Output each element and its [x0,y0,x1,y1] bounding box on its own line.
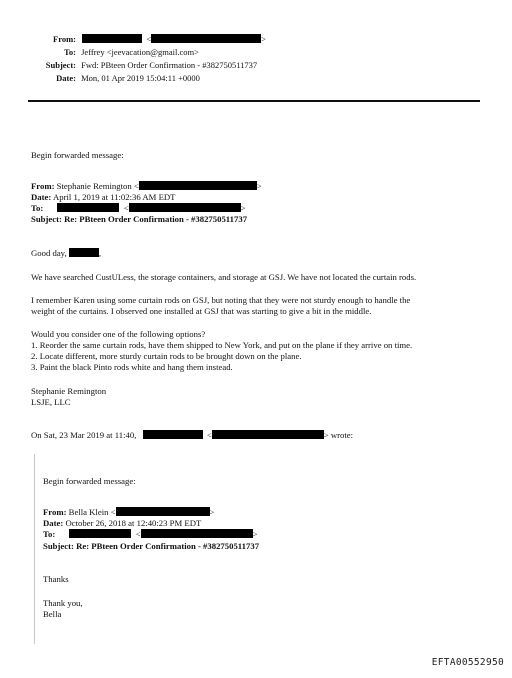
redaction [143,430,203,439]
redaction [139,181,257,190]
reply-prefix: On Sat, 23 Mar 2019 at 11:40, [31,430,137,440]
redaction [212,430,324,439]
header-date-row [0,73,200,84]
forward2-from-name: Bella Klein < [68,507,116,517]
header-to-value: Jeffrey <jeevacation@gmail.com> [81,47,199,57]
forward2-to-row: To: < > [43,529,258,539]
redaction [82,34,142,43]
body-paragraph-2-line-2: weight of the curtains. I observed one installed at GSJ that was starting to give a bit in the middle. [31,306,372,316]
forward2-thank-you: Thank you, [43,598,83,608]
header-from-label: From: [53,34,76,44]
forward1-date-row [31,192,175,203]
forward2-date-value: October 26, 2018 at 12:40:23 PM EDT [65,518,202,528]
header-subject-label: Subject: [45,60,76,70]
header-divider [28,100,480,102]
redaction [69,529,131,538]
header-to-label: To: [64,47,76,57]
forward2-date-label: Date: [43,518,64,528]
forward1-subject-row [31,214,247,225]
forward1-subject-value: Re: PBteen Order Confirmation - #382750511737 [64,214,248,224]
header-from-row: From: < > [0,34,266,45]
header-to-row [0,47,199,58]
forward2-signoff: Bella [43,609,62,619]
forward1-from-label: From: [31,181,55,191]
signature-name: Stephanie Remington [31,386,107,396]
redaction [57,203,119,212]
forward2-from-label: From: [43,507,67,517]
forward-intro: Begin forwarded message: [31,150,124,160]
option-3: 3. Paint the black Pinto rods white and hang them instead. [31,362,233,372]
redaction [129,203,241,212]
reply-attribution: On Sat, 23 Mar 2019 at 11:40, < > wrote: [31,430,354,440]
redaction [151,34,261,43]
body-paragraph-3: Would you consider one of the following options? [31,329,206,339]
forward2-intro: Begin forwarded message: [43,476,136,486]
greeting-text: Good day, [31,248,67,258]
forward2-date-row [43,518,201,529]
forward1-date-label: Date: [31,192,52,202]
forward1-subject-label: Subject: [31,214,62,224]
header-subject-value: Fwd: PBteen Order Confirmation - #382750511737 [81,60,258,70]
greeting: Good day, , [31,248,101,258]
forward2-thanks: Thanks [43,574,69,584]
forward2-to-label: To: [43,529,56,539]
forward1-date-value: April 1, 2019 at 11:02:36 AM EDT [52,192,176,202]
forward2-subject-value: Re: PBteen Order Confirmation - #382750511737 [76,541,260,551]
body-paragraph-1: We have searched CustULess, the storage containers, and storage at GSJ. We have not located the curtain rods. [31,272,417,282]
forward1-from-name: Stephanie Remington < [56,181,139,191]
reply-suffix: > wrote: [323,430,354,440]
document-id: EFTA00552950 [431,657,504,668]
header-date-label: Date: [56,73,76,83]
signature-company: LSJE, LLC [31,397,71,407]
forward1-to-label: To: [31,203,44,213]
forward2-subject-row [43,541,259,552]
forward1-from-row: From: Stephanie Remington < > [31,181,262,191]
redaction [116,507,210,516]
option-2: 2. Locate different, more sturdy curtain rods to be brought down on the plane. [31,351,302,361]
redaction [69,248,99,257]
option-1: 1. Reorder the same curtain rods, have them shipped to New York, and put on the plane if they arrive on time. [31,340,413,350]
forward2-subject-label: Subject: [43,541,74,551]
quote-bar [34,454,35,644]
forward2-from-row: From: Bella Klein < > [43,507,215,517]
forward1-to-row: To: < > [31,203,246,213]
redaction [141,529,253,538]
header-date-value: Mon, 01 Apr 2019 15:04:11 +0000 [81,73,200,83]
body-paragraph-2-line-1: I remember Karen using some curtain rods on GSJ, but noting that they were not sturdy enough to handle the [31,295,411,305]
header-subject-row [0,60,257,71]
